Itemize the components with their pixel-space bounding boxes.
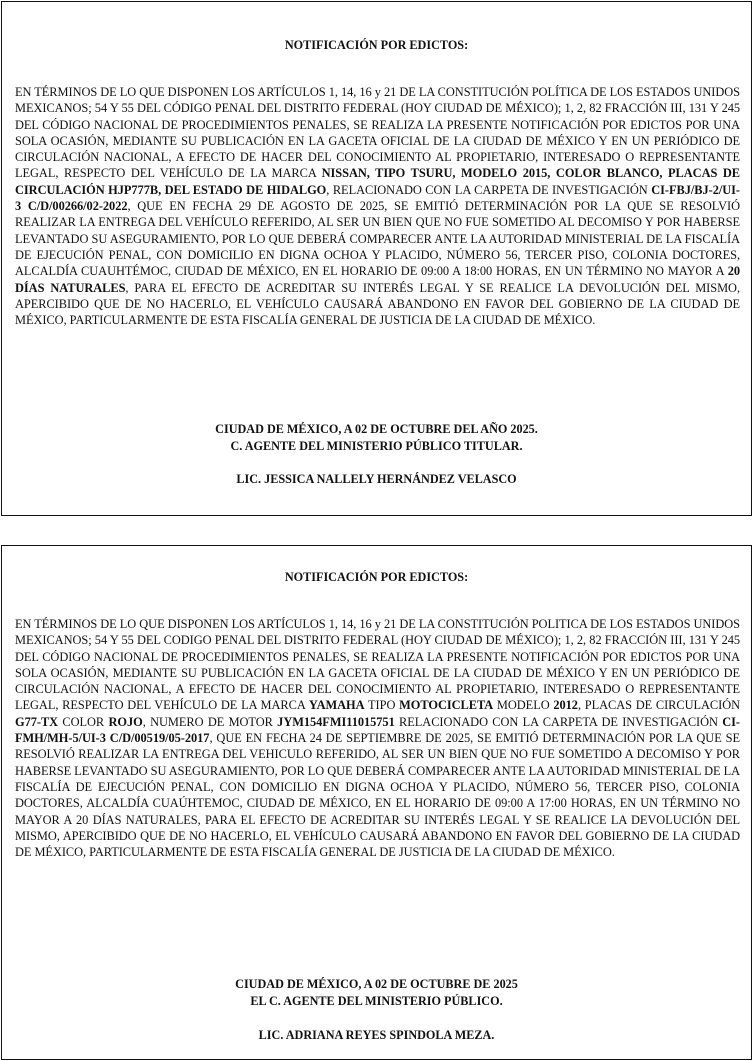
notice-body — [15, 616, 740, 860]
bold-text-segment: YAMAHA — [308, 698, 365, 713]
text-segment: , NUMERO DE MOTOR — [142, 714, 278, 729]
bold-text-segment: G77-TX — [15, 714, 59, 729]
notice-box — [1, 1, 752, 516]
signer-name: LIC. ADRIANA REYES SPINDOLA MEZA. — [258, 1028, 495, 1042]
place-date: CIUDAD DE MÉXICO, A 02 DE OCTUBRE DEL AÑO 2025. — [215, 422, 538, 436]
text-segment: TIPO — [364, 698, 400, 713]
place-date: CIUDAD DE MÉXICO, A 02 DE OCTUBRE DE 2025 — [235, 977, 518, 991]
text-segment: , QUE EN FECHA 29 DE AGOSTO DE 2025, SE EMITIÓ DETERMINACIÓN POR LA QUE SE RESOLVIÓ REALIZAR LA ENTREGA DEL VEHÍCULO REFERIDO, AL SER UN BIEN QUE NO FUE SOMETIDO AL DECOMISO Y POR HABERSE LEVANTADO SU ASEGURAMIENTO, POR LO QUE DEBERÁ COMPARECER ANTE LA AUTORIDAD MINISTERIAL DE LA FISCALÍA DE EJECUCIÓN PENAL, CON DOMICILIO EN DIGNA OCHOA Y PLACIDO, NÚMERO 56, TERCER PISO, COLONIA DOCTORES, ALCALDÍA CUAUHTÉMOC, CIUDAD DE MÉXICO, EN EL HORARIO DE 09:00 A 18:00 HORAS, EN UN TÉRMINO NO MAYOR A — [15, 199, 741, 279]
text-segment: , QUE EN FECHA 24 DE SEPTIEMBRE DE 2025, SE EMITIÓ DETERMINACIÓN POR LA QUE SE RESOLVIÓ REALIZAR LA ENTREGA DEL VEHICULO REFERIDO, AL SER UN BIEN QUE NO FUE SOMETIDO A DECOMISO Y POR HABERSE LEVANTADO SU ASEGURAMIENTO, POR LO QUE DEBERÁ COMPARECER ANTE LA AUTORIDAD MINISTERIAL DE LA FISCALÍA DE EJECUCIÓN PENAL, CON DOMICILIO EN DIGNA OCHOA Y PLACIDO, NÚMERO 56, TERCER PISO, COLONIA DOCTORES, ALCALDÍA CUAÚHTEMOC, CIUDAD DE MÉXICO, EN EL HORARIO DE 09:00 A 17:00 HORAS, EN UN TÉRMINO NO MAYOR A 20 DÍAS NATURALES, PARA EL EFECTO DE ACREDITAR SU INTERÉS LEGAL Y SE REALICE LA DEVOLUCIÓN DEL MISMO, APERCIBIDO QUE DE NO HACERLO, EL VEHÍCULO CAUSARÁ ABANDONO EN FAVOR DEL GOBIERNO DE LA CIUDAD DE MÉXICO, PARTICULARMENTE DE ESTA FISCALÍA GENERAL DE JUSTICIA DE LA CIUDAD DE MÉXICO. — [15, 731, 740, 860]
bold-text-segment: CI-FBJ/BJ-2/UI-3 C/D/00266/02-2022 — [15, 182, 740, 214]
bold-text-segment: CI-FMH/MH-5/UI-3 C/D/00519/05-2017 — [15, 714, 740, 746]
text-segment: , PLACAS DE CIRCULACIÓN — [577, 698, 740, 713]
text-segment: COLOR — [58, 714, 109, 729]
text-segment: RELACIONADO CON LA CARPETA DE INVESTIGACIÓN — [394, 714, 723, 729]
text-segment: , RELACIONADO CON LA CARPETA DE INVESTIGACIÓN — [326, 182, 652, 197]
notice-title: NOTIFICACIÓN POR EDICTOS: — [284, 38, 469, 52]
text-segment: EN TÉRMINOS DE LO QUE DISPONEN LOS ARTÍCULOS 1, 14, 16 y 21 DE LA CONSTITUCIÓN POLITICA DE LOS ESTADOS UNIDOS MEXICANOS; 54 Y 55 DEL CODIGO PENAL DEL DISTRITO FEDERAL (HOY CIUDAD DE MÉXICO); 1, 2, 82 FRACCIÓN III, 131 Y 245 DEL CÓDIGO NACIONAL DE PROCEDIMIENTOS PENALES, SE REALIZA LA PRESENTE NOTIFICACIÓN POR EDICTOS POR UNA SOLA OCASIÓN, MEDIANTE SU PUBLICACIÓN EN LA GACETA OFICIAL DE LA CIUDAD DE MÉXICO Y EN UN PERIÓDICO DE CIRCULACIÓN NACIONAL, A EFECTO DE HACER DEL CONOCIMIENTO AL PROPIETARIO, INTERESADO O REPRESENTANTE LEGAL, RESPECTO DEL VEHÍCULO DE LA MARCA — [15, 617, 740, 713]
bold-text-segment: 20 DÍAS NATURALES — [15, 264, 740, 295]
notice-body — [15, 84, 740, 328]
notice-box — [1, 545, 752, 1060]
text-segment: MODELO — [493, 698, 554, 713]
bold-text-segment: JYM154FMI11015751 — [277, 714, 395, 729]
signer-role: EL C. AGENTE DEL MINISTERIO PÚBLICO. — [250, 994, 503, 1008]
text-segment: , PARA EL EFECTO DE ACREDITAR SU INTERÉS LEGAL Y SE REALICE LA DEVOLUCIÓN DEL MISMO, APERCIBIDO QUE DE NO HACERLO, EL VEHÍCULO CAUSARÁ ABANDONO EN FAVOR DEL GOBIERNO DE LA CIUDAD DE MÉXICO, PARTICULARMENTE DE ESTA FISCALÍA GENERAL DE JUSTICIA DE LA CIUDAD DE MÉXICO. — [15, 280, 740, 328]
signer-role: C. AGENTE DEL MINISTERIO PÚBLICO TITULAR. — [230, 439, 523, 453]
bold-text-segment: NISSAN, TIPO TSURU, MODELO 2015, COLOR BLANCO, PLACAS DE CIRCULACIÓN HJP777B, DEL ESTADO DE HIDALGO — [15, 166, 740, 197]
notice-title: NOTIFICACIÓN POR EDICTOS: — [284, 570, 469, 584]
signer-name: LIC. JESSICA NALLELY HERNÁNDEZ VELASCO — [236, 472, 517, 486]
bold-text-segment: ROJO — [108, 714, 143, 729]
bold-text-segment: 2012 — [553, 698, 578, 713]
bold-text-segment: MOTOCICLETA — [399, 698, 494, 713]
text-segment: EN TÉRMINOS DE LO QUE DISPONEN LOS ARTÍCULOS 1, 14, 16 y 21 DE LA CONSTITUCIÓN POLÍTICA DE LOS ESTADOS UNIDOS MEXICANOS; 54 Y 55 DEL CÓDIGO PENAL DEL DISTRITO FEDERAL (HOY CIUDAD DE MÉXICO); 1, 2, 82 FRACCIÓN III, 131 Y 245 DEL CÓDIGO NACIONAL DE PROCEDIMIENTOS PENALES, SE REALIZA LA PRESENTE NOTIFICACIÓN POR EDICTOS POR UNA SOLA OCASIÓN, MEDIANTE SU PUBLICACIÓN EN LA GACETA OFICIAL DE LA CIUDAD DE MÉXICO Y EN UN PERIÓDICO DE CIRCULACIÓN NACIONAL, A EFECTO DE HACER DEL CONOCIMIENTO AL PROPIETARIO, INTERESADO O REPRESENTANTE LEGAL, RESPECTO DEL VEHÍCULO DE LA MARCA — [15, 85, 740, 181]
